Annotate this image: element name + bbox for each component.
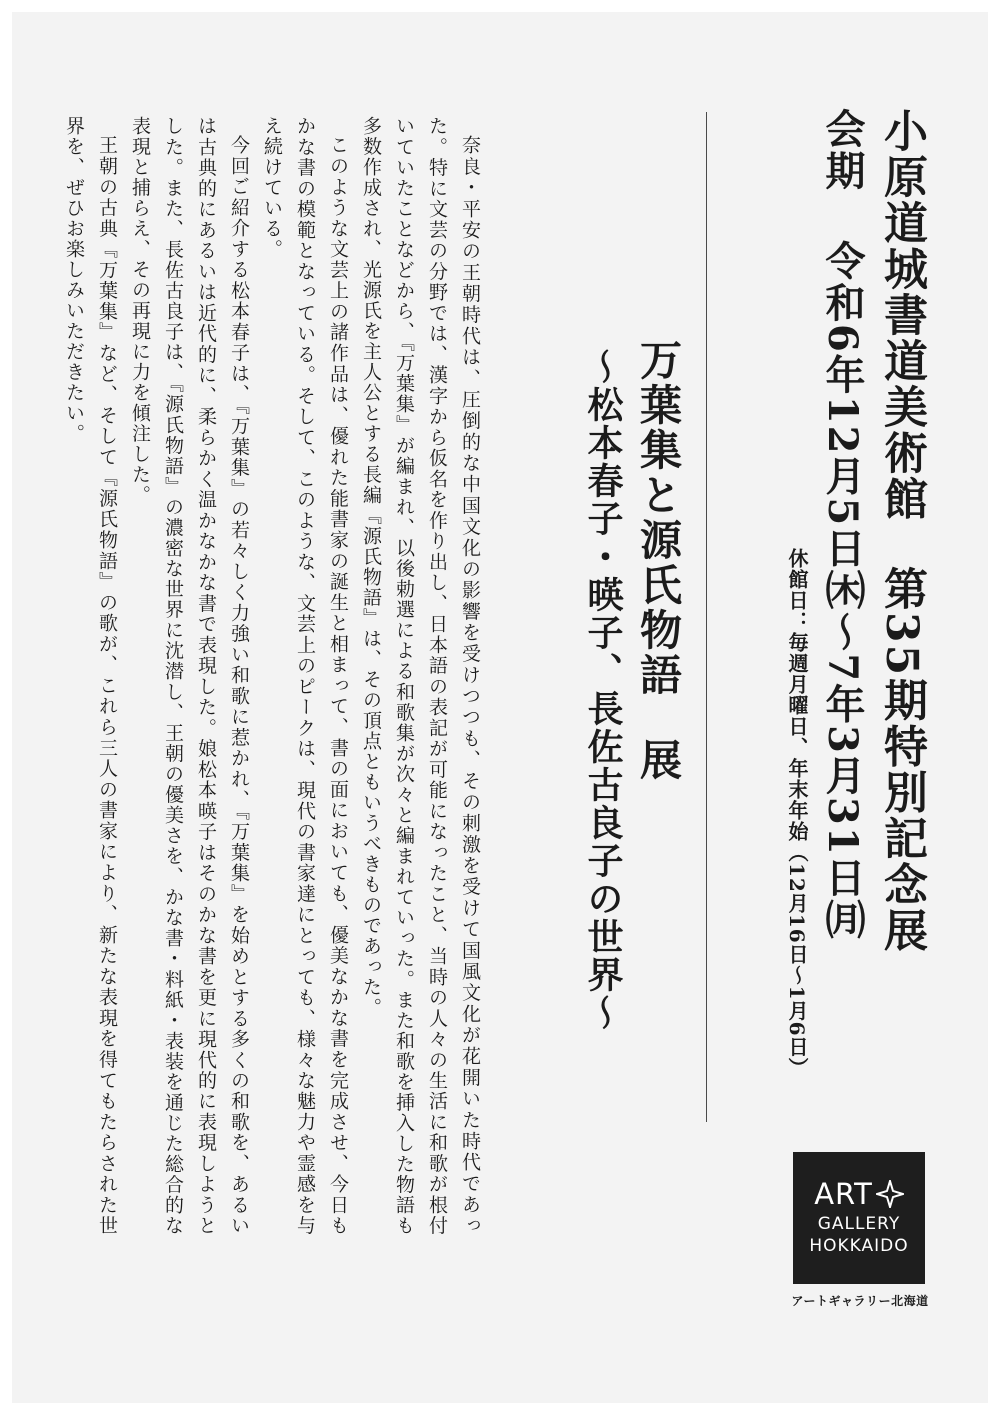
period-line — [814, 108, 870, 1108]
exhibit-heading — [578, 338, 688, 1032]
period-dates: 令和6年12月5日㈭〜7年3月31日㈪ — [819, 240, 866, 941]
body-paragraph: 今回ご紹介する松本春子は、『万葉集』の若々しく力強い和歌に惹かれ、『万葉集』を始めとする多くの和歌を、あるいは古典的にあるいは近代的に、柔らかく温かなかな書で表現した。娘松本暎子はそのかな書を更に現代的に表現しようとした。また、長佐古良子は、『源氏物語』の濃密な世界に沈潜し、王朝の優美さを、かな書・料紙・表装を通じた総合的な表現と捕らえ、その再現に力を傾注した。 — [129, 116, 250, 1236]
art-gallery-hokkaido-logo — [793, 1152, 925, 1284]
logo-caption: アートギャラリー北海道 — [791, 1294, 929, 1308]
body-paragraph: 王朝の古典『万葉集』など、そして『源氏物語』の歌が、これら三人の書家により、新たな表現を得てもたらされた世界を、ぜひお楽しみいただきたい。 — [63, 116, 118, 1236]
exhibition-number: 第35期特別記念展 — [876, 566, 927, 954]
period-label: 会期 — [819, 108, 866, 192]
closed-days: 休館日：毎週月曜日、年末年始（12月16日〜1月6日） — [785, 548, 809, 1079]
header-block — [780, 108, 932, 1108]
venue-title: 小原道城書道美術館 — [876, 108, 927, 522]
exhibit-subtitle: 〜松本春子・暎子、長佐古良子の世界〜 — [582, 348, 624, 1032]
exhibit-title-suffix: 展 — [634, 738, 683, 783]
divider-line — [706, 112, 707, 1122]
exhibit-title-main: 万葉集と源氏物語 — [634, 338, 683, 698]
four-point-star-icon — [876, 1180, 904, 1208]
venue-heading — [870, 108, 932, 1108]
logo-text-hokkaido: HOKKAIDO — [809, 1236, 909, 1256]
body-paragraph: 奈良・平安の王朝時代は、圧倒的な中国文化の影響を受けつつも、その刺激を受けて国風文化が花開いた時代であった。特に文芸の分野では、漢字から仮名を作り出し、日本語の表記が可能になったこと、当時の人々の生活に和歌が根付いていたことなどから、『万葉集』が編まれ、以後勅選による和歌集が次々と編まれていった。また和歌を挿入した物語も多数作成され、光源氏を主人公とする長編『源氏物語』は、その頂点ともいうべきものであった。 — [360, 116, 481, 1237]
body-paragraph: このような文芸上の諸作品は、優れた能書家の誕生と相まって、書の面においても、優美なかな書を完成させ、今日もかな書の模範となっている。そして、このような、文芸上のピークは、現代の書家達にとっても、様々な魅力や霊感を与え続けている。 — [261, 116, 349, 1237]
logo-text-art: ART — [814, 1177, 873, 1211]
logo-text-gallery: GALLERY — [817, 1214, 901, 1234]
logo-row-art — [814, 1179, 904, 1209]
body-text — [64, 116, 486, 1236]
exhibit-title — [628, 338, 688, 1032]
